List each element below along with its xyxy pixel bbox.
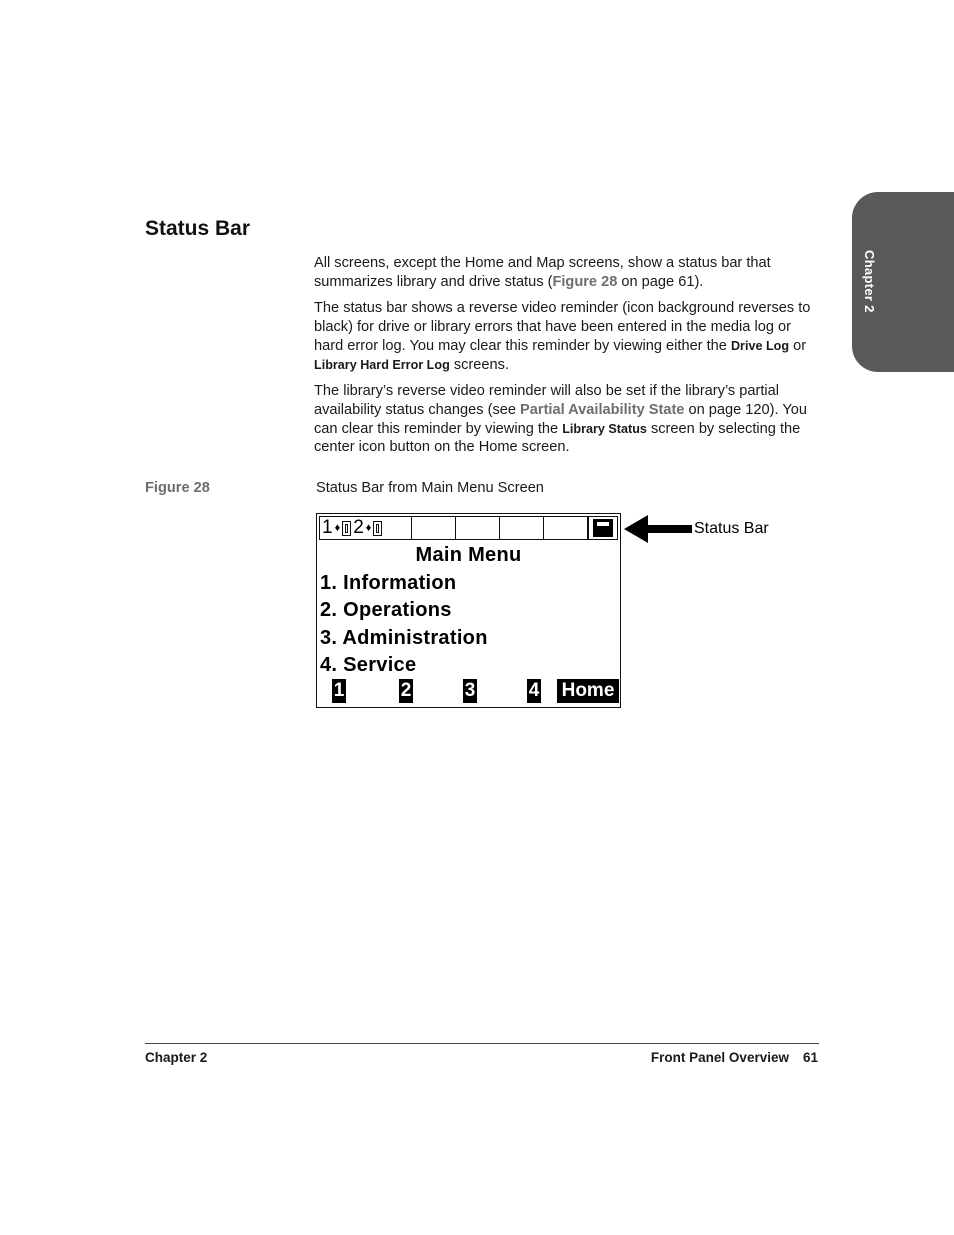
section-title: Status Bar <box>145 217 251 240</box>
library-status-term: Library Status <box>562 421 647 436</box>
drive-status-area <box>320 517 412 539</box>
lcd-main-menu-screen <box>316 513 621 708</box>
softkey-home[interactable]: Home <box>557 679 619 703</box>
paragraph-3: The library’s reverse video reminder will also be set if the library’s partial availability status changes (see Partial Availability State on page 120). You can clear this reminder by viewing the Library Status screen by selecting the center icon button on the Home screen. <box>314 382 807 456</box>
menu-item-information[interactable]: 1. Information <box>320 572 457 594</box>
library-hard-error-log-term: Library Hard Error Log <box>314 357 450 372</box>
drive-log-term: Drive Log <box>730 338 790 353</box>
softkey-3[interactable]: 3 <box>464 680 476 701</box>
menu-item-service[interactable]: 4. Service <box>320 653 417 676</box>
menu-item-administration[interactable]: 3. Administration <box>320 626 488 649</box>
page-number: 61 <box>802 1050 818 1065</box>
drive-1-status-icon: ♦ <box>334 522 341 534</box>
menu-item-operations[interactable]: 2. Operations <box>320 599 452 622</box>
reverse-video-reminder-area <box>588 517 617 539</box>
reverse-video-reminder-icon <box>593 519 613 537</box>
footer-chapter: Chapter 2 <box>145 1050 208 1065</box>
footer-right <box>651 1050 818 1065</box>
figure-caption: Status Bar from Main Menu Screen <box>316 480 544 496</box>
partial-availability-state-link[interactable]: Partial Availability State <box>520 401 685 418</box>
figure-label: Figure 28 <box>145 480 210 496</box>
drive-1-number: 1 <box>322 517 333 538</box>
softkey-4[interactable]: 4 <box>528 680 540 701</box>
status-cell <box>544 517 588 539</box>
status-cell <box>412 517 456 539</box>
body-text <box>314 254 814 465</box>
status-cell <box>500 517 544 539</box>
menu-list <box>320 570 488 679</box>
softkey-2[interactable]: 2 <box>400 680 412 701</box>
footer-title: Front Panel Overview <box>650 1050 789 1065</box>
status-cell <box>456 517 500 539</box>
footer-rule <box>145 1043 819 1044</box>
figure-28-link[interactable]: Figure 28 <box>552 273 618 290</box>
drive-1-tape-icon <box>342 521 351 536</box>
paragraph-1: All screens, except the Home and Map screens, show a status bar that summarizes library and drive status (Figure 28 on page 61). <box>314 255 771 290</box>
drive-2-tape-icon <box>373 521 382 536</box>
status-bar <box>319 516 618 540</box>
drive-2-number: 2 <box>353 517 364 538</box>
softkey-1[interactable]: 1 <box>333 680 345 701</box>
menu-title: Main Menu <box>415 544 522 566</box>
callout-arrow-icon <box>622 512 694 546</box>
paragraph-2: The status bar shows a reverse video reminder (icon background reverses to black) for drive or library errors that have been entered in the media log or hard error log. You may clear this reminder by viewing either the Drive Log or Library Hard Error Log screens. <box>314 300 811 373</box>
drive-2-status-icon: ♦ <box>365 522 372 534</box>
status-bar-callout: Status Bar <box>694 520 769 537</box>
softkey-row <box>317 679 620 705</box>
chapter-tab-label: Chapter 2 <box>862 250 877 313</box>
